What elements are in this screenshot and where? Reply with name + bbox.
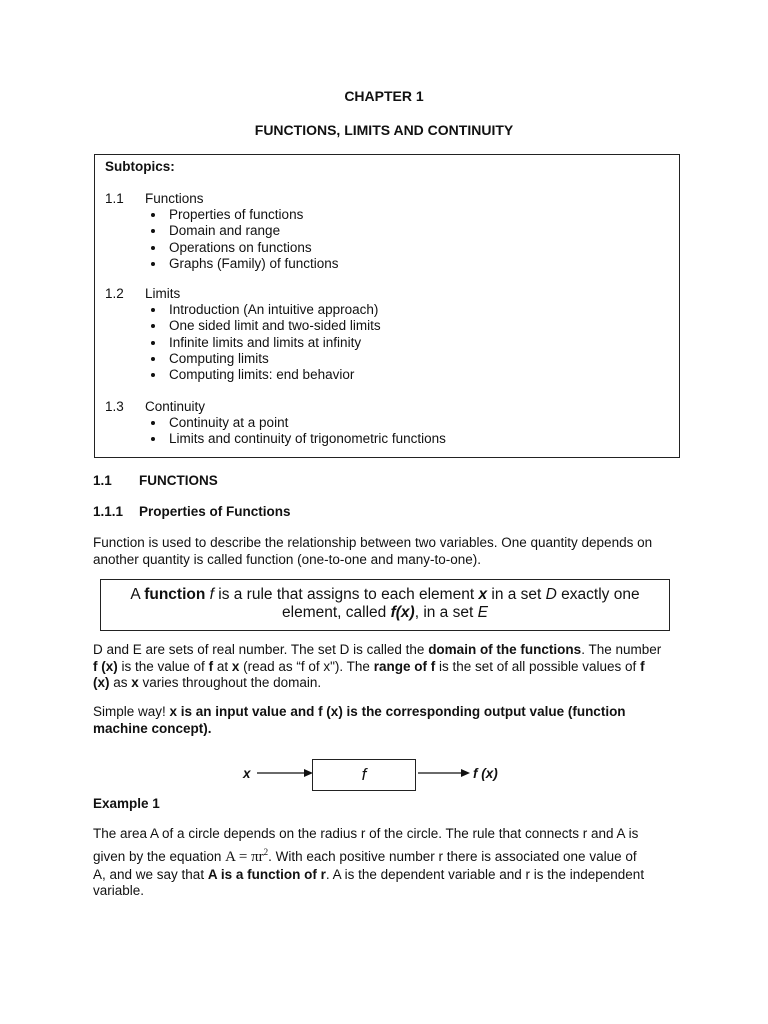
definition-line-1: A function f is a rule that assigns to each element x in a set D exactly one <box>130 586 640 603</box>
definition-line-2: element, called f(x), in a set E <box>282 604 488 621</box>
machine-input-label: x <box>243 766 251 781</box>
list-item: Introduction (An intuitive approach) <box>95 302 381 318</box>
section-title: FUNCTIONS <box>139 473 218 488</box>
area-equation: $A = \pi r^2$ <box>225 846 269 865</box>
subtopic-1-1-name: Functions <box>145 191 204 206</box>
list-item: Computing limits: end behavior <box>95 367 381 383</box>
intro-line-2: another quantity is called function (one-to-one and many-to-one). <box>93 551 481 567</box>
example-line-2: given by the equation $A = \pi r^2$. With each positive number r there is associated one value of <box>93 846 637 865</box>
subtopic-1-2-name: Limits <box>145 286 181 301</box>
chapter-label: CHAPTER 1 <box>344 88 424 104</box>
domain-line-1: D and E are sets of real number. The set D is called the domain of the functions. The number <box>93 642 662 657</box>
list-item: Domain and range <box>95 223 339 239</box>
list-item: Continuity at a point <box>95 415 446 431</box>
list-item: Infinite limits and limits at infinity <box>95 335 381 351</box>
subtopic-1-2-num: 1.2 <box>105 286 124 301</box>
subtopic-1-3-name: Continuity <box>145 399 206 414</box>
definition-box <box>100 579 670 631</box>
list-item: Properties of functions <box>95 207 339 223</box>
subtopics-heading: Subtopics: <box>105 159 175 174</box>
function-machine-box: f <box>312 759 416 791</box>
list-item: One sided limit and two-sided limits <box>95 318 381 334</box>
subtopic-1-3-list <box>95 415 446 448</box>
subtopics-box <box>94 154 680 458</box>
simple-paragraph <box>93 704 675 737</box>
chapter-title: FUNCTIONS, LIMITS AND CONTINUITY <box>254 122 514 138</box>
example-line-3: A, and we say that A is a function of r. A is the dependent variable and r is the independent <box>93 866 645 882</box>
subsection-title: Properties of Functions <box>139 504 291 519</box>
simple-line-2: machine concept). <box>93 720 212 736</box>
section-number: 1.1 <box>93 473 112 488</box>
simple-line-1: Simple way! x is an input value and f (x) is the corresponding output value (function <box>93 704 626 719</box>
subtopic-1-2-list <box>95 302 381 383</box>
output-arrow <box>417 766 471 780</box>
machine-output-label: f (x) <box>473 766 498 781</box>
example-heading: Example 1 <box>93 796 160 811</box>
example-paragraph <box>93 826 675 900</box>
subtopic-1-3-num: 1.3 <box>105 399 124 414</box>
list-item: Computing limits <box>95 351 381 367</box>
function-term: function <box>144 586 206 603</box>
example-line-1: The area A of a circle depends on the radius r of the circle. The rule that connects r and A is <box>93 826 639 841</box>
subtopic-1-1-num: 1.1 <box>105 191 124 206</box>
list-item: Operations on functions <box>95 240 339 256</box>
list-item: Limits and continuity of trigonometric functions <box>95 431 446 447</box>
example-line-4: variable. <box>93 883 145 898</box>
intro-paragraph <box>93 535 675 568</box>
input-arrow <box>256 766 314 780</box>
intro-line-1: Function is used to describe the relationship between two variables. One quantity depends on <box>93 535 653 550</box>
subsection-number: 1.1.1 <box>93 504 124 519</box>
domain-line-3: (x) as x varies throughout the domain. <box>93 675 322 690</box>
domain-line-2: f (x) is the value of f at x (read as “f of x"). The range of f is the set of all possible values of f <box>93 658 645 674</box>
domain-paragraph <box>93 642 675 692</box>
subtopic-1-1-list <box>95 207 339 272</box>
list-item: Graphs (Family) of functions <box>95 256 339 272</box>
